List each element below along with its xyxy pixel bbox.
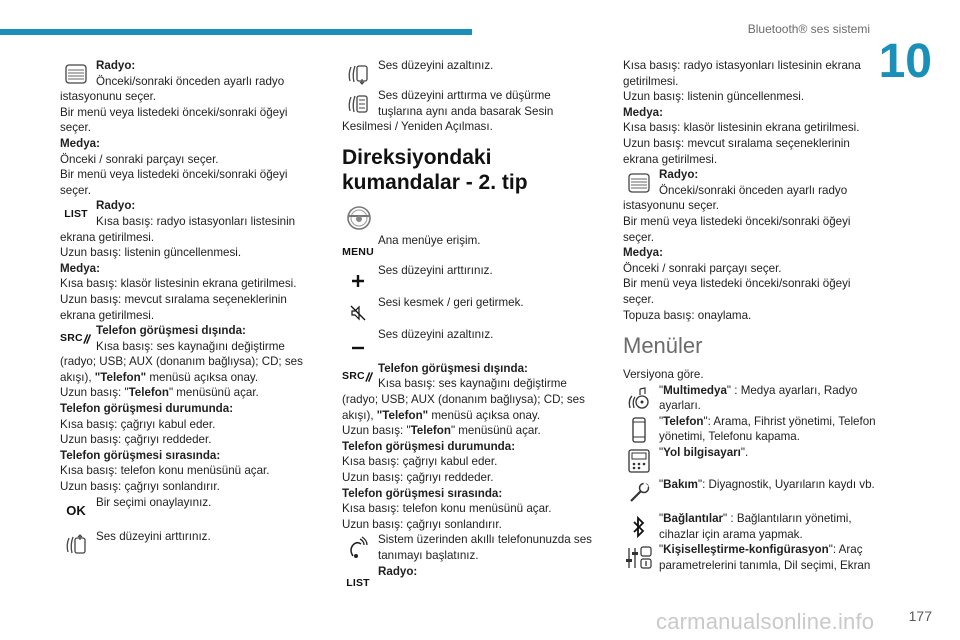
wrench-icon [623,479,655,507]
text-line: Sesi kesmek / geri getirmek. [378,295,524,309]
list-icon-label: LIST [346,576,370,589]
ok-icon [60,497,92,525]
text-line: Bir seçimi onaylayınız. [96,495,212,509]
text-line: Önceki / sonraki parçayı seçer. [623,261,782,275]
text-line: Kısa basış: telefon konu menüsünü açar. [60,464,270,478]
list-icon [342,570,374,598]
text-line: Ses düzeyini arttırınız. [378,263,493,277]
text-fragment: " menüsünü açar. [168,386,259,400]
menu-icon-label: MENU [342,245,374,258]
text-line: Topuza basış: onaylama. [623,308,752,322]
entry-src [342,361,604,392]
text-fragment-bold: "Telefon" [376,408,429,422]
text-fragment-bold: "Telefon" [94,370,147,384]
text-fragment-bold: Bakım [663,478,698,492]
text-line: getirilmesi. [623,74,679,88]
multimedia-icon [623,385,655,413]
text-line: Bir menü veya listedeki önceki/sonraki öğeyi [623,214,851,228]
text-fragment: : Arama, Fihrist yönetimi, Telefon [707,414,876,428]
text-line: ayarları. [659,399,701,413]
text-line: Ana menüye erişim. [378,233,481,247]
text-line: parametrelerini tanımla, Dil seçimi, Ekran [659,558,871,572]
text-line [659,477,879,493]
text-line [342,408,604,424]
text-line [60,370,316,386]
entry-menu [342,233,604,263]
src-icon-label: SRC [342,369,365,382]
text-fragment: " menüsünü açar. [450,424,541,438]
text-line: Uzun basış: çağrıyı reddeder. [60,433,212,447]
voice-command-icon [342,534,374,562]
text-line: Uzun basış: çağrıyı sonlandırır. [60,480,220,494]
text-fragment: menüsü açıksa onay. [428,408,541,422]
section-heading: Direksiyondaki kumandalar - 2. tip [342,145,528,194]
src-phone-icon [60,325,92,353]
text-line: Uzun basış: mevcut sıralama seçeneklerinin [623,136,850,150]
text-fragment-bold: Kişiselleştirme-konfigürasyon [663,543,829,557]
trip-computer-icon [623,447,655,475]
column-left [60,58,316,545]
phone-icon [623,416,655,444]
media-title: Medya: [623,246,663,260]
header-accent-bar [0,29,472,35]
src-phone-icon [342,363,374,391]
menu-entry-multimedia [623,383,879,414]
text-fragment: Uzun basış: " [342,424,411,438]
text-line: Ses düzeyini arttırma ve düşürme [378,89,551,102]
text-fragment: : Diyagnostik, Uyarıların kaydı vb. [702,478,875,492]
entry-src [60,323,316,354]
text-line: Kısa basış: radyo istasyonları listesinin ekrana [623,59,861,72]
menu-entry-connections [623,511,879,542]
call-title: Telefon görüşmesi durumunda: [60,402,234,416]
text-line: Kısa basış: çağrıyı kabul eder. [60,417,216,431]
text-line: Önceki / sonraki parçayı seçer. [60,152,219,166]
text-fragment-bold: Telefon [663,414,704,428]
menu-entry-maintenance [623,477,879,511]
media-title: Medya: [60,261,100,275]
radio-title: Radyo: [659,168,699,182]
text-line: Kesilmesi / Yeniden Açılması. [342,120,493,134]
entry-plus [342,263,604,295]
steering-wheel-icon [342,205,604,231]
text-fragment: akışı), [342,408,377,422]
text-fragment-bold: Telefon [410,424,451,438]
text-fragment: " [659,478,664,492]
text-line: Kısa basış: radyo istasyonları listesinin [96,214,296,228]
text-fragment: : Medya ayarları, Radyo [731,383,858,397]
entry-mute [342,295,604,327]
text-line: Ses düzeyini arttırınız. [96,529,211,543]
text-line: Uzun basış: listenin güncellenmesi. [60,246,242,260]
text-line: Bir menü veya listedeki önceki/sonraki öğeyi [60,105,288,119]
scroll-wheel-icon [623,169,655,197]
plus-icon [342,267,374,295]
text-line: Ses düzeyini azaltınız. [378,59,494,72]
text-line: Uzun basış: mevcut sıralama seçeneklerinin [60,292,287,306]
entry-list [60,198,316,229]
list-icon-label: LIST [64,207,88,220]
text-line: Kısa basış: ses kaynağını değiştirme [96,339,285,353]
text-fragment: " [659,383,664,397]
radio-title: Radyo: [96,59,136,72]
text-fragment: " [697,478,703,492]
volume-wheel-up-icon [60,531,92,559]
entry-scroll-wheel [623,167,879,198]
text-line: Kısa basış: telefon konu menüsünü açar. [342,502,552,516]
text-line: yönetimi, Telefonu kapama. [659,430,800,444]
text-line [659,383,879,399]
text-line: Önceki/sonraki önceden ayarlı radyo [659,183,848,197]
text-fragment: " [726,383,732,397]
text-fragment: " [828,543,833,557]
text-fragment: " [659,446,664,460]
menu-entry-telefon [623,414,879,445]
src-title: Telefon görüşmesi dışında: [378,361,528,375]
text-line [659,414,879,430]
text-fragment-bold: Multimedya [663,383,727,397]
text-line: Sistem üzerinden akıllı telefonunuzda ses [378,533,592,547]
watermark: carmanualsonline.info [656,609,875,634]
text-line: Önceki/sonraki önceden ayarlı radyo [96,74,285,88]
column-right [623,58,879,573]
text-line [659,511,879,527]
text-fragment: akışı), [60,370,95,384]
text-fragment: " [723,512,728,526]
text-fragment: ". [740,446,749,460]
entry-ok [60,495,316,525]
text-line: Versiyona göre. [623,368,704,382]
text-fragment: " [659,543,664,557]
list-icon [60,200,92,228]
entry-volume-wheel-mute [342,88,604,119]
mute-speaker-icon [342,299,374,327]
text-line: Uzun basış: çağrıyı sonlandırır. [342,517,502,531]
text-line: Kısa basış: ses kaynağını değiştirme [378,377,567,391]
text-line: seçer. [623,292,654,306]
src-title: Telefon görüşmesi dışında: [96,324,246,338]
incall-title: Telefon görüşmesi sırasında: [60,448,221,462]
text-line: tuşlarına aynı anda basarak Sesin [378,104,554,118]
minus-icon [342,331,374,359]
text-line: Bir menü veya listedeki önceki/sonraki öğeyi [60,168,288,182]
bluetooth-icon [623,513,655,541]
text-line: Uzun basış: listenin güncellenmesi. [623,90,805,104]
scroll-wheel-icon [60,60,92,88]
entry-minus [342,327,604,361]
text-line: ekrana getirilmesi. [60,230,155,244]
text-line: Kısa basış: klasör listesinin ekrana getirilmesi. [623,121,860,135]
text-fragment: " [659,512,664,526]
text-line: istasyonunu seçer. [623,199,720,213]
text-line: (radyo; USB; AUX (donanım bağlıysa); CD; ses [342,392,585,406]
menus-heading: Menüler [623,333,703,359]
radio-title: Radyo: [378,564,418,578]
ok-icon-label: OK [66,502,86,518]
settings-sliders-icon [623,544,655,572]
media-title: Medya: [60,136,100,150]
text-fragment-bold: Yol bilgisayarı [663,446,741,460]
radio-title: Radyo: [96,199,136,213]
text-line: Uzun basış: çağrıyı reddeder. [342,470,494,484]
text-fragment: menüsü açıksa onay. [146,370,259,384]
text-line: ekrana getirilmesi. [60,308,155,322]
menu-entry-settings [623,542,879,573]
entry-scroll-wheel [60,58,316,89]
text-line: Ses düzeyini azaltınız. [378,327,494,341]
text-fragment: " [659,414,664,428]
text-line: seçer. [60,183,91,197]
volume-wheel-down-icon [342,60,374,88]
text-line: istasyonunu seçer. [60,90,157,104]
column-middle [342,58,604,589]
chapter-number: 10 [878,35,932,88]
text-line: Bir menü veya listedeki önceki/sonraki öğeyi [623,277,851,291]
text-line: Kısa basış: klasör listesinin ekrana getirilmesi. [60,277,297,291]
text-line: tanımayı başlatınız. [378,548,479,562]
entry-volume-wheel-up [60,529,316,545]
call-title: Telefon görüşmesi durumunda: [342,439,516,453]
media-title: Medya: [623,105,663,119]
text-line: (radyo; USB; AUX (donanım bağlıysa); CD; ses [60,355,303,369]
text-line [659,542,879,558]
text-fragment: : Araç [832,543,863,557]
menu-entry-trip-computer [623,445,879,477]
page-number: 177 [908,608,932,624]
text-line: seçer. [60,121,91,135]
entry-list [342,564,604,589]
text-fragment: Uzun basış: " [60,386,129,400]
section-title: Bluetooth® ses sistemi [747,22,870,36]
volume-wheel-mute-icon [342,90,374,118]
entry-voice [342,532,604,563]
text-line: seçer. [623,230,654,244]
text-fragment: : Bağlantıların yönetimi, [727,512,852,526]
text-line [342,423,604,439]
text-fragment-bold: Telefon [128,386,169,400]
text-line [60,385,316,401]
src-icon-label: SRC [60,332,83,345]
text-line: cihazlar için arama yapmak. [659,527,803,541]
text-line [659,445,879,461]
text-fragment-bold: Bağlantılar [663,512,724,526]
entry-volume-wheel-down [342,58,604,88]
text-line: Kısa basış: çağrıyı kabul eder. [342,455,498,469]
text-fragment: " [703,414,708,428]
text-line: ekrana getirilmesi. [623,152,718,166]
incall-title: Telefon görüşmesi sırasında: [342,486,503,500]
